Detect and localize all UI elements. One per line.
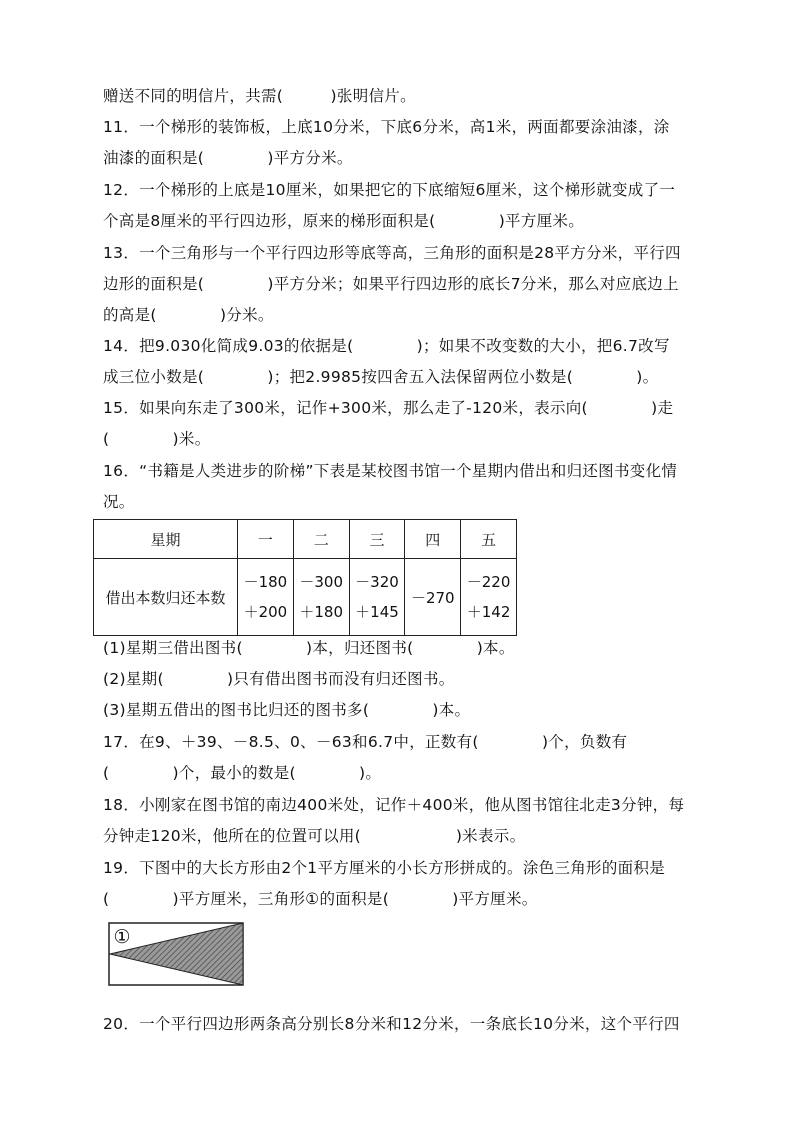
table-header-cell: 五 [461, 520, 517, 559]
question-13-line3: 的高是( )分米。 [103, 306, 274, 324]
table-header-cell: 三 [349, 520, 405, 559]
row-label: 借出本数归还本数 [94, 559, 238, 636]
question-12-line1: 12．一个梯形的上底是10厘米，如果把它的下底缩短6厘米，这个梯形就变成了一 [103, 181, 676, 199]
table-data-row [94, 559, 517, 636]
table-cell [293, 559, 349, 636]
rectangle-diagram [108, 922, 246, 988]
question-15-line1: 15．如果向东走了300米，记作+300米，那么走了-120米，表示向( )走 [103, 399, 674, 417]
question-16-line2: 况。 [103, 493, 135, 511]
table-cell [405, 559, 461, 636]
table-header-cell: 星期 [94, 520, 238, 559]
question-19-line1: 19．下图中的大长方形由2个1平方厘米的小长方形拼成的。涂色三角形的面积是 [103, 859, 666, 877]
question-14-line1: 14．把9.030化简成9.03的依据是( )；如果不改变数的大小，把6.7改写 [103, 337, 670, 355]
returned-value: ＋180 [299, 603, 344, 621]
table-header-row [94, 520, 517, 559]
returned-value: ＋145 [355, 603, 399, 621]
question-16-sub3: (3)星期五借出的图书比归还的图书多( )本。 [103, 701, 471, 719]
rectangle-figure [108, 922, 246, 992]
borrowed-value: －220 [466, 573, 511, 591]
library-table [93, 519, 517, 636]
question-11-line1: 11．一个梯形的装饰板，上底10分米，下底6分米，高1米，两面都要涂油漆，涂 [103, 118, 670, 136]
returned-value: ＋142 [466, 603, 511, 621]
question-14-line2: 成三位小数是( )；把2.9985按四舍五入法保留两位小数是( )。 [103, 368, 659, 386]
borrowed-value: －320 [355, 573, 399, 591]
question-18-line2: 分钟走120米，他所在的位置可以用( )米表示。 [103, 827, 526, 845]
question-17-line2: ( )个，最小的数是( )。 [103, 764, 382, 782]
triangle-label: ① [113, 926, 131, 948]
question-20-line1: 20．一个平行四边形两条高分别长8分米和12分米，一条底长10分米，这个平行四 [103, 1015, 680, 1033]
table-header-cell: 二 [293, 520, 349, 559]
table-cell [461, 559, 517, 636]
question-13-line1: 13．一个三角形与一个平行四边形等底等高，三角形的面积是28平方分米，平行四 [103, 244, 681, 262]
line-prev: 赠送不同的明信片，共需( )张明信片。 [103, 87, 416, 105]
question-16-sub1: (1)星期三借出图书( )本，归还图书( )本。 [103, 639, 515, 657]
table-cell [349, 559, 405, 636]
borrowed-value: －270 [410, 588, 455, 607]
question-18-line1: 18．小刚家在图书馆的南边400米处，记作＋400米，他从图书馆往北走3分钟，每 [103, 796, 685, 814]
returned-value: ＋200 [243, 603, 288, 621]
question-15-line2: ( )米。 [103, 430, 211, 448]
borrowed-value: －180 [243, 573, 288, 591]
table-cell [238, 559, 294, 636]
borrowed-value: －300 [299, 573, 344, 591]
question-11-line2: 油漆的面积是( )平方分米。 [103, 149, 353, 167]
question-12-line2: 个高是8厘米的平行四边形，原来的梯形面积是( )平方厘米。 [103, 212, 585, 230]
table-header-cell: 四 [405, 520, 461, 559]
question-16-sub2: (2)星期( )只有借出图书而没有归还图书。 [103, 670, 455, 688]
question-16-line1: 16．“书籍是人类进步的阶梯”下表是某校图书馆一个星期内借出和归还图书变化情 [103, 462, 678, 480]
table-header-cell: 一 [238, 520, 294, 559]
question-19-line2: ( )平方厘米，三角形①的面积是( )平方厘米。 [103, 890, 538, 908]
question-13-line2: 边形的面积是( )平方分米；如果平行四边形的底长7分米，那么对应底边上 [103, 275, 679, 293]
question-17-line1: 17．在9、＋39、－8.5、0、－63和6.7中，正数有( )个，负数有 [103, 733, 628, 751]
